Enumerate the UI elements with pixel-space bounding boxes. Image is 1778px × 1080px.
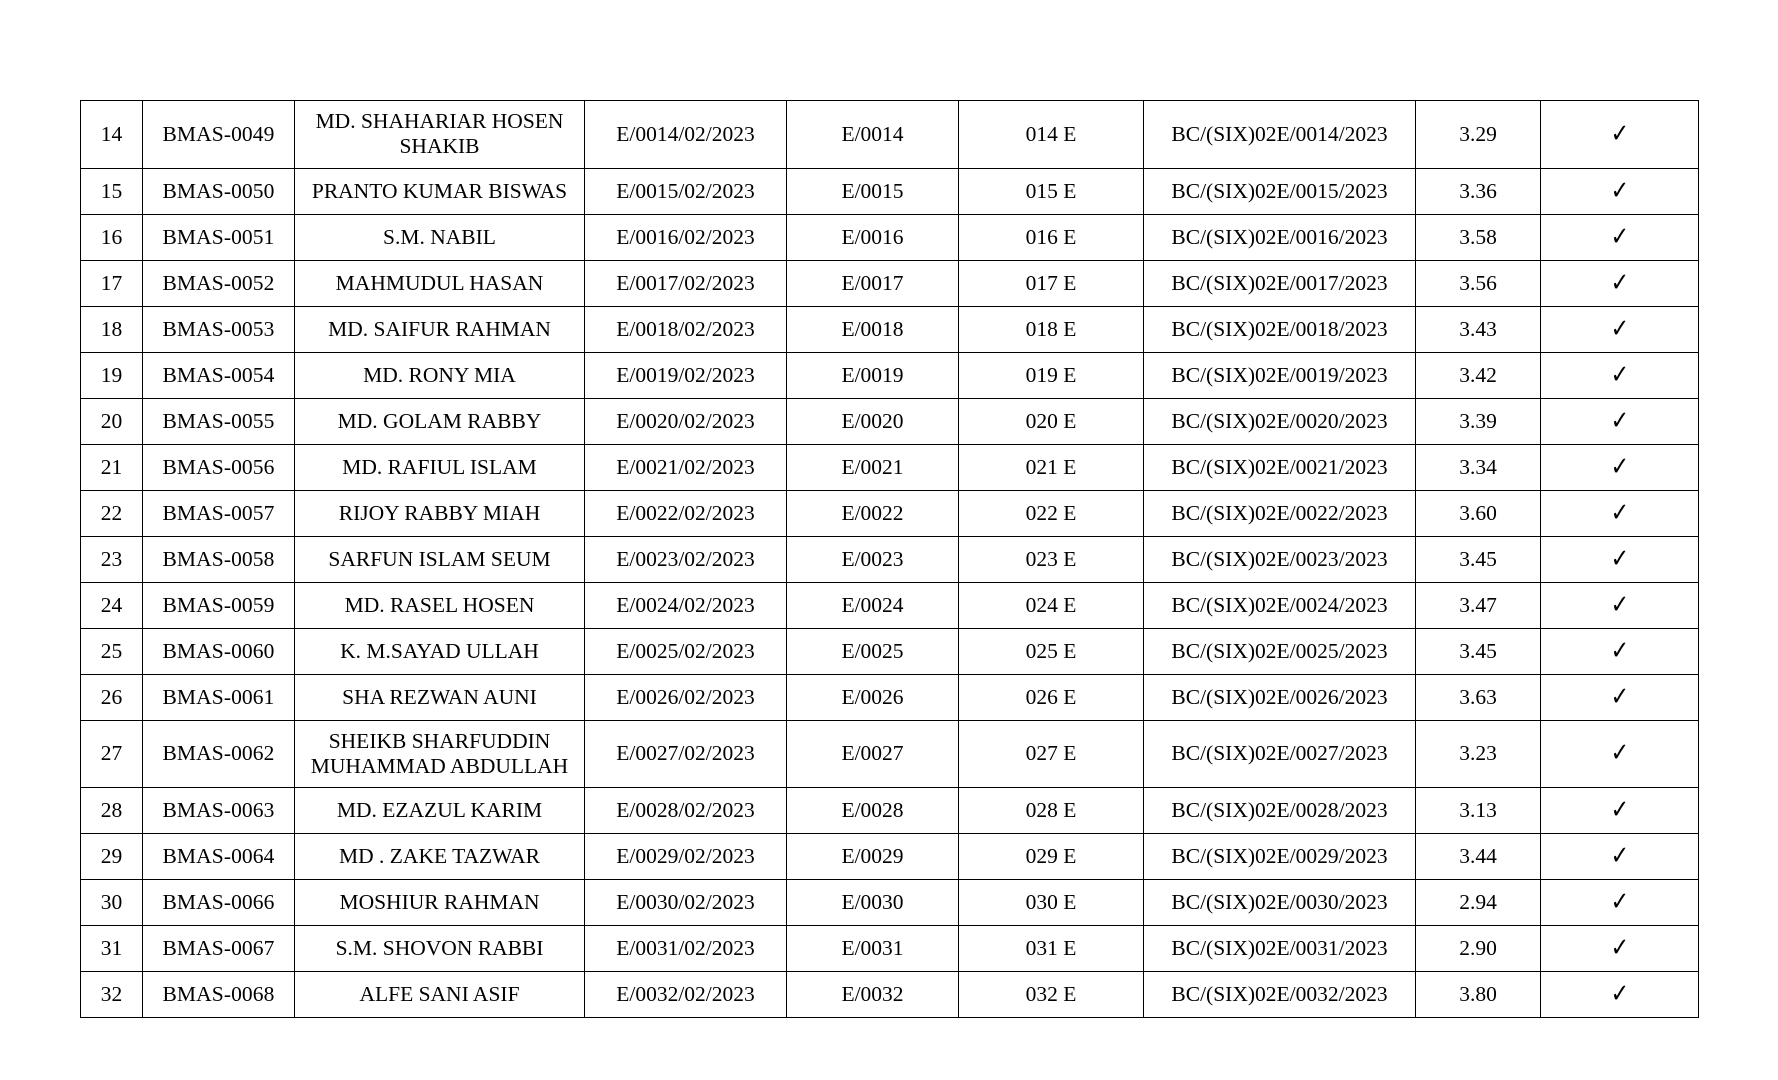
check-icon: ✓ [1610,405,1629,436]
cell-verified-check [1541,444,1699,490]
cell-exam-code: E/0032 [787,972,959,1018]
cell-serial: 21 [81,444,143,490]
cell-board-certificate-no: BC/(SIX)02E/0032/2023 [1144,972,1416,1018]
cell-student-name: SARFUN ISLAM SEUM [295,536,585,582]
cell-registration-no: E/0023/02/2023 [585,536,787,582]
cell-student-id: BMAS-0056 [143,444,295,490]
table-row [81,834,1699,880]
cell-gpa: 2.90 [1416,926,1541,972]
check-icon: ✓ [1610,221,1629,252]
cell-board-certificate-no: BC/(SIX)02E/0028/2023 [1144,788,1416,834]
check-icon: ✓ [1610,933,1629,964]
cell-student-id: BMAS-0058 [143,536,295,582]
cell-registration-no: E/0031/02/2023 [585,926,787,972]
table-row [81,168,1699,214]
cell-board-certificate-no: BC/(SIX)02E/0019/2023 [1144,352,1416,398]
cell-roll-no: 027 E [959,720,1144,788]
cell-gpa: 3.29 [1416,101,1541,169]
table-row [81,214,1699,260]
cell-student-id: BMAS-0068 [143,972,295,1018]
cell-student-id: BMAS-0051 [143,214,295,260]
cell-roll-no: 031 E [959,926,1144,972]
student-result-table [80,100,1699,1018]
cell-gpa: 3.13 [1416,788,1541,834]
cell-serial: 23 [81,536,143,582]
table-row [81,398,1699,444]
check-icon: ✓ [1610,175,1629,206]
cell-exam-code: E/0020 [787,398,959,444]
cell-registration-no: E/0022/02/2023 [585,490,787,536]
cell-serial: 27 [81,720,143,788]
check-icon: ✓ [1610,497,1629,528]
cell-board-certificate-no: BC/(SIX)02E/0027/2023 [1144,720,1416,788]
cell-verified-check [1541,260,1699,306]
cell-board-certificate-no: BC/(SIX)02E/0016/2023 [1144,214,1416,260]
cell-exam-code: E/0021 [787,444,959,490]
cell-student-name: SHA REZWAN AUNI [295,674,585,720]
table-row [81,260,1699,306]
check-icon: ✓ [1610,451,1629,482]
check-icon: ✓ [1610,313,1629,344]
cell-gpa: 3.23 [1416,720,1541,788]
cell-student-name: MD . ZAKE TAZWAR [295,834,585,880]
cell-gpa: 3.44 [1416,834,1541,880]
cell-roll-no: 018 E [959,306,1144,352]
check-icon: ✓ [1610,118,1629,149]
cell-registration-no: E/0017/02/2023 [585,260,787,306]
cell-exam-code: E/0015 [787,168,959,214]
check-icon: ✓ [1610,543,1629,574]
check-icon: ✓ [1610,589,1629,620]
cell-verified-check [1541,788,1699,834]
cell-student-name: MOSHIUR RAHMAN [295,880,585,926]
cell-board-certificate-no: BC/(SIX)02E/0017/2023 [1144,260,1416,306]
cell-roll-no: 019 E [959,352,1144,398]
cell-board-certificate-no: BC/(SIX)02E/0018/2023 [1144,306,1416,352]
cell-gpa: 3.63 [1416,674,1541,720]
cell-student-name: MAHMUDUL HASAN [295,260,585,306]
table-row [81,972,1699,1018]
cell-student-id: BMAS-0049 [143,101,295,169]
cell-verified-check [1541,972,1699,1018]
cell-registration-no: E/0016/02/2023 [585,214,787,260]
check-icon: ✓ [1610,267,1629,298]
cell-verified-check [1541,834,1699,880]
cell-exam-code: E/0026 [787,674,959,720]
cell-registration-no: E/0021/02/2023 [585,444,787,490]
table-row [81,628,1699,674]
cell-serial: 15 [81,168,143,214]
check-icon: ✓ [1610,738,1629,769]
cell-verified-check [1541,926,1699,972]
cell-student-id: BMAS-0052 [143,260,295,306]
cell-student-name: MD. EZAZUL KARIM [295,788,585,834]
cell-roll-no: 023 E [959,536,1144,582]
table-row [81,788,1699,834]
cell-student-id: BMAS-0055 [143,398,295,444]
cell-verified-check [1541,168,1699,214]
cell-exam-code: E/0031 [787,926,959,972]
cell-registration-no: E/0014/02/2023 [585,101,787,169]
cell-registration-no: E/0027/02/2023 [585,720,787,788]
table-row [81,490,1699,536]
cell-verified-check [1541,490,1699,536]
table-row [81,926,1699,972]
cell-registration-no: E/0030/02/2023 [585,880,787,926]
cell-serial: 32 [81,972,143,1018]
cell-exam-code: E/0019 [787,352,959,398]
cell-verified-check [1541,880,1699,926]
cell-student-name: S.M. SHOVON RABBI [295,926,585,972]
cell-student-name: MD. RONY MIA [295,352,585,398]
cell-roll-no: 029 E [959,834,1144,880]
cell-roll-no: 026 E [959,674,1144,720]
cell-exam-code: E/0025 [787,628,959,674]
cell-gpa: 3.45 [1416,536,1541,582]
cell-exam-code: E/0024 [787,582,959,628]
cell-gpa: 3.58 [1416,214,1541,260]
cell-serial: 28 [81,788,143,834]
cell-roll-no: 017 E [959,260,1144,306]
cell-registration-no: E/0018/02/2023 [585,306,787,352]
cell-gpa: 3.47 [1416,582,1541,628]
cell-serial: 22 [81,490,143,536]
cell-serial: 29 [81,834,143,880]
cell-board-certificate-no: BC/(SIX)02E/0026/2023 [1144,674,1416,720]
cell-exam-code: E/0023 [787,536,959,582]
cell-student-name: K. M.SAYAD ULLAH [295,628,585,674]
cell-student-name: MD. SAIFUR RAHMAN [295,306,585,352]
cell-roll-no: 025 E [959,628,1144,674]
cell-student-name: S.M. NABIL [295,214,585,260]
cell-student-id: BMAS-0059 [143,582,295,628]
cell-student-id: BMAS-0053 [143,306,295,352]
cell-roll-no: 032 E [959,972,1144,1018]
cell-registration-no: E/0024/02/2023 [585,582,787,628]
cell-roll-no: 022 E [959,490,1144,536]
cell-gpa: 3.39 [1416,398,1541,444]
cell-exam-code: E/0022 [787,490,959,536]
cell-verified-check [1541,628,1699,674]
cell-student-id: BMAS-0063 [143,788,295,834]
cell-serial: 16 [81,214,143,260]
cell-serial: 24 [81,582,143,628]
table-row [81,880,1699,926]
cell-verified-check [1541,582,1699,628]
cell-verified-check [1541,398,1699,444]
table-row [81,720,1699,788]
cell-exam-code: E/0016 [787,214,959,260]
cell-gpa: 3.56 [1416,260,1541,306]
cell-gpa: 3.36 [1416,168,1541,214]
cell-verified-check [1541,214,1699,260]
check-icon: ✓ [1610,979,1629,1010]
cell-roll-no: 014 E [959,101,1144,169]
cell-student-id: BMAS-0057 [143,490,295,536]
cell-roll-no: 021 E [959,444,1144,490]
cell-board-certificate-no: BC/(SIX)02E/0031/2023 [1144,926,1416,972]
cell-student-id: BMAS-0064 [143,834,295,880]
cell-student-id: BMAS-0062 [143,720,295,788]
cell-serial: 26 [81,674,143,720]
cell-board-certificate-no: BC/(SIX)02E/0020/2023 [1144,398,1416,444]
cell-gpa: 2.94 [1416,880,1541,926]
table-row [81,674,1699,720]
cell-verified-check [1541,101,1699,169]
cell-registration-no: E/0015/02/2023 [585,168,787,214]
cell-registration-no: E/0026/02/2023 [585,674,787,720]
table-row [81,582,1699,628]
student-result-table-container [80,100,1698,1018]
cell-registration-no: E/0028/02/2023 [585,788,787,834]
cell-gpa: 3.42 [1416,352,1541,398]
cell-student-name: PRANTO KUMAR BISWAS [295,168,585,214]
cell-student-id: BMAS-0054 [143,352,295,398]
cell-roll-no: 020 E [959,398,1144,444]
cell-gpa: 3.60 [1416,490,1541,536]
cell-registration-no: E/0020/02/2023 [585,398,787,444]
cell-board-certificate-no: BC/(SIX)02E/0014/2023 [1144,101,1416,169]
cell-exam-code: E/0017 [787,260,959,306]
cell-student-id: BMAS-0061 [143,674,295,720]
cell-verified-check [1541,674,1699,720]
cell-board-certificate-no: BC/(SIX)02E/0015/2023 [1144,168,1416,214]
cell-student-name: SHEIKB SHARFUDDIN MUHAMMAD ABDULLAH [295,720,585,788]
cell-roll-no: 016 E [959,214,1144,260]
check-icon: ✓ [1610,681,1629,712]
cell-roll-no: 015 E [959,168,1144,214]
cell-student-name: MD. RASEL HOSEN [295,582,585,628]
cell-serial: 25 [81,628,143,674]
cell-serial: 18 [81,306,143,352]
cell-board-certificate-no: BC/(SIX)02E/0021/2023 [1144,444,1416,490]
cell-student-name: MD. SHAHARIAR HOSEN SHAKIB [295,101,585,169]
table-row [81,306,1699,352]
cell-exam-code: E/0014 [787,101,959,169]
cell-serial: 31 [81,926,143,972]
cell-exam-code: E/0029 [787,834,959,880]
cell-serial: 19 [81,352,143,398]
cell-verified-check [1541,352,1699,398]
cell-serial: 20 [81,398,143,444]
cell-registration-no: E/0025/02/2023 [585,628,787,674]
cell-student-name: ALFE SANI ASIF [295,972,585,1018]
cell-student-id: BMAS-0067 [143,926,295,972]
cell-verified-check [1541,536,1699,582]
check-icon: ✓ [1610,359,1629,390]
cell-roll-no: 028 E [959,788,1144,834]
cell-registration-no: E/0032/02/2023 [585,972,787,1018]
cell-student-name: RIJOY RABBY MIAH [295,490,585,536]
cell-exam-code: E/0030 [787,880,959,926]
cell-exam-code: E/0027 [787,720,959,788]
cell-student-name: MD. GOLAM RABBY [295,398,585,444]
cell-board-certificate-no: BC/(SIX)02E/0022/2023 [1144,490,1416,536]
cell-gpa: 3.45 [1416,628,1541,674]
check-icon: ✓ [1610,841,1629,872]
cell-roll-no: 024 E [959,582,1144,628]
cell-exam-code: E/0018 [787,306,959,352]
cell-verified-check [1541,306,1699,352]
cell-board-certificate-no: BC/(SIX)02E/0030/2023 [1144,880,1416,926]
table-row [81,536,1699,582]
table-row [81,444,1699,490]
cell-exam-code: E/0028 [787,788,959,834]
cell-board-certificate-no: BC/(SIX)02E/0024/2023 [1144,582,1416,628]
cell-board-certificate-no: BC/(SIX)02E/0029/2023 [1144,834,1416,880]
cell-serial: 17 [81,260,143,306]
cell-board-certificate-no: BC/(SIX)02E/0023/2023 [1144,536,1416,582]
cell-serial: 30 [81,880,143,926]
cell-gpa: 3.80 [1416,972,1541,1018]
cell-student-id: BMAS-0066 [143,880,295,926]
cell-student-name: MD. RAFIUL ISLAM [295,444,585,490]
table-row [81,352,1699,398]
cell-gpa: 3.34 [1416,444,1541,490]
check-icon: ✓ [1610,887,1629,918]
cell-roll-no: 030 E [959,880,1144,926]
cell-gpa: 3.43 [1416,306,1541,352]
check-icon: ✓ [1610,635,1629,666]
cell-registration-no: E/0029/02/2023 [585,834,787,880]
cell-board-certificate-no: BC/(SIX)02E/0025/2023 [1144,628,1416,674]
cell-student-id: BMAS-0050 [143,168,295,214]
cell-student-id: BMAS-0060 [143,628,295,674]
check-icon: ✓ [1610,795,1629,826]
cell-serial: 14 [81,101,143,169]
cell-verified-check [1541,720,1699,788]
table-body [81,101,1699,1018]
table-row [81,101,1699,169]
cell-registration-no: E/0019/02/2023 [585,352,787,398]
